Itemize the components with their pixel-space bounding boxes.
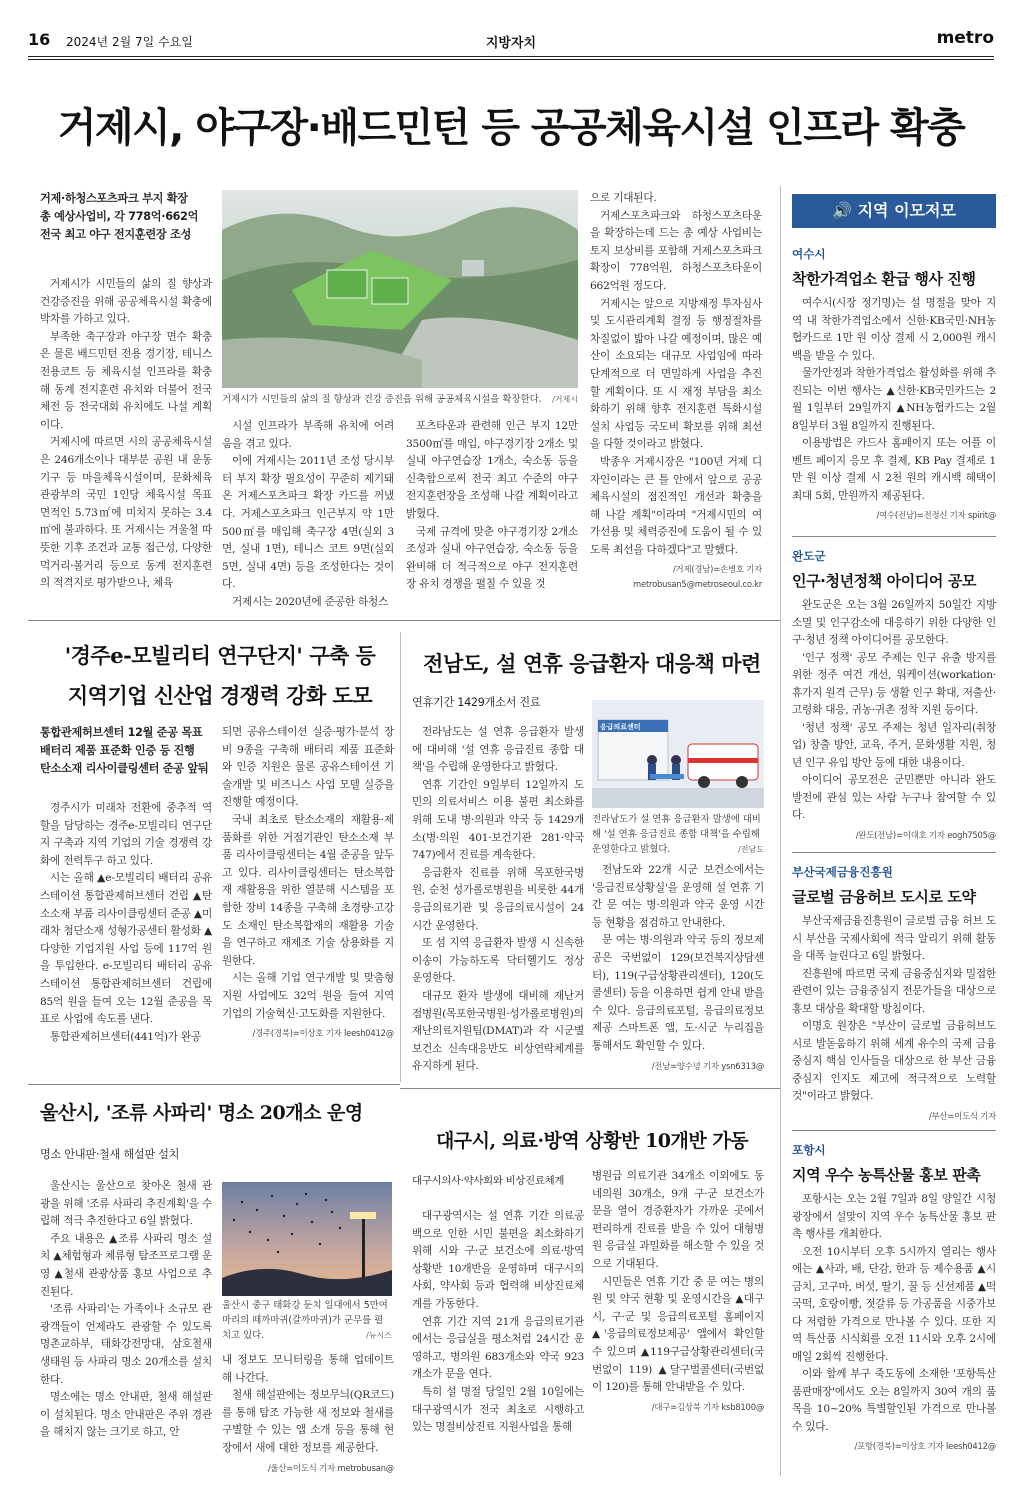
subhead-line: 배터리 제품 표준화 인증 등 진행	[40, 744, 195, 757]
crows-at-dusk-image	[222, 1182, 392, 1296]
paragraph: 시는 올해 기업 연구개발 및 맞춤형 지원 사업에도 32억 원을 들여 지역 기업의 기술혁신·고도화를 지원한다.	[222, 972, 394, 1020]
paragraph: 이명호 원장은 "부산이 글로벌 금융허브도시로 발돋움하기 위해 세계 유수의 국제 금융중심지 핵심 인사들을 대상으로 한 부산 금융중심지 인지도 제고에 적극적으로 노력할 것"이라고 밝혔다.	[792, 1020, 996, 1102]
paragraph: 되면 공유스테이션 실증·평가·분석 장비 9종을 구축해 배터리 제품 표준화와 인증 지원은 물론 공유스테이션 기술개발 및 비즈니스 사업 모델 실증을 진행할 예정이다.	[222, 726, 394, 809]
metro-logo	[937, 28, 994, 48]
paragraph: 응급환자 진료를 위해 목포한국병원, 순천 성가롤로병원을 비롯한 44개 응급의료기관 및 응급의료시설이 24시간 운영한다.	[412, 866, 584, 932]
lead-col-2	[222, 418, 394, 612]
sidebar-item-yeosu	[792, 246, 996, 521]
daegu-subhead: 대구시의사·약사회와 비상진료체계	[412, 1175, 565, 1187]
paragraph: 국제 규격에 맞춘 야구경기장 2개소 조성과 실내 야구연습장, 숙소동 등을 완비해 더 적극적으로 야구 전지훈련장 유치 경쟁을 펼칠 수 있을 것	[406, 525, 578, 591]
paragraph: 완도군은 오는 3월 26일까지 50일간 지방소멸 및 인구감소에 대응하기 위한 다양한 인구·청년 정책 아이디어를 공모한다.	[792, 599, 996, 646]
paragraph: 또 섬 지역 응급환자 발생 시 신속한 이송이 가능하도록 닥터헬기도 정상 운영한다.	[412, 937, 584, 985]
lead-subhead-line: 거제·하청스포츠파크 부지 확장	[40, 192, 188, 205]
paragraph: 거제시가 시민들의 삶의 질 향상과 건강증진을 위해 공공체육시설 확충에 박차를 가하고 있다.	[40, 278, 212, 326]
issue-date: 2024년 2월 7일 수요일	[66, 35, 193, 49]
ulsan-title: 울산시, '조류 사파리' 명소 20개소 운영	[40, 1102, 363, 1124]
header-rule	[28, 56, 994, 60]
lead-subhead-line: 전국 최고 야구 전지훈련장 조성	[40, 228, 191, 241]
paragraph: 오전 10시부터 오후 5시까지 열리는 행사에는 ▲사과, 배, 단감, 한과 등 제수용품 ▲시금치, 고구마, 버섯, 딸기, 꿀 등 신선제품 ▲떡국떡, 호랑이빵, 젓갈류 등 가공품을 시중가보다 저렴한 가격으로 만나볼 수 있다. 또한 지역 특산품 시식회를 오전 11시와 오후 2시에 매일 2회씩 진행한다.	[792, 1245, 996, 1363]
gyeongju-title	[40, 640, 400, 710]
paragraph: 진흥원에 따르면 국제 금융중심지와 밀접한 관련이 있는 금융중심지 전문가들을 대상으로 홍보 대상을 확대할 방침이다.	[792, 967, 996, 1015]
paragraph: 병원급 의료기관 34개소 이외에도 동네의원 30개소, 9개 구·군 보건소가 문을 열어 경증환자가 가까운 곳에서 편리하게 진료를 받을 수 있어 대형병원 응급실 과밀화를 해소할 수 있을 것으로 기대된다.	[592, 1170, 764, 1270]
sidebar-item-body	[792, 913, 996, 1122]
daegu-col-1	[412, 1208, 584, 1437]
paragraph: 포츠타운과 관련해 인근 부지 12만 3500㎡를 매입, 야구경기장 2개소 및 실내 야구연습장 1개소, 숙소동 등을 신축함으로써 전국 최고 수준의 야구 전지훈련장을 조성해 나갈 계획이라고 밝혔다.	[406, 420, 578, 520]
sidebar-divider	[780, 186, 781, 1476]
paragraph: 박종우 거제시장은 "100년 거제 디자인이라는 큰 틀 안에서 앞으로 공공체육시설의 점진적인 개선과 확충을 해 나갈 계획"이라며 "거제시민의 여가선용 및 체력증진에 도움이 될 수 있도록 최선을 다하겠다"고 말했다.	[590, 455, 762, 556]
paragraph: 거제시는 앞으로 지방재정 투자심사 및 도시관리계획 결정 등 행정절차를 차질없이 밟아 나갈 예정이며, 많은 예산이 소요되는 대규모 사업임에 따라 단계적으로 더 면밀하게 사업을 추진할 계획이다. 또 시 재정 부담을 최소화하기 위해 향후 전지훈련 특화시설 설치 사업등 국도비 확보를 위해 최선을 다할 것이라고 밝혔다.	[590, 297, 762, 451]
page-header	[28, 18, 994, 62]
paragraph: 거제시에 따르면 시의 공공체육시설은 246개소이나 대부분 공원 내 운동기구 등 마을체육시설이며, 문화체육관광부의 국민 1인당 체육시설 목표 면적인 5.73㎡에 미치지 못하는 3.4㎡에 불과하다. 또 거제시는 겨울철 따뜻한 기후 조건과 교통 접근성, 다양한 먹거리·볼거리 등으로 동계 전지훈련의 적격지로 평가받으나, 체육	[40, 436, 212, 590]
photo-credit: /뉴시스	[366, 1331, 392, 1340]
divider	[28, 620, 780, 621]
jeonnam-subhead: 연휴기간 1429개소서 진료	[412, 696, 541, 709]
paragraph: 명소에는 명소 안내판, 철새 해설판이 설치된다. 명소 안내판은 주위 경관을 해치지 않는 크기로 하고, 안	[40, 1391, 212, 1439]
ambulance-illustration	[592, 700, 764, 808]
paragraph: 전라남도는 설 연휴 응급환자 발생에 대비해 '설 연휴 응급진료 종합 대책'을 수립해 운영한다고 밝혔다.	[412, 726, 584, 774]
paragraph: 시설 인프라가 부족해 유치에 어려움을 겪고 있다.	[222, 420, 394, 450]
lead-byline: /거제(경남)=손병호 기자	[672, 564, 762, 575]
sidebar-item-title: 착한가격업소 환급 행사 진행	[792, 270, 976, 288]
sidebar-item-body	[792, 295, 996, 521]
paragraph: 이와 함께 부구 죽도동에 소재한 '포항특산품판매장'에서도 오는 8일까지 30여 개의 품목을 10~20% 특별할인된 가격으로 만나볼 수 있다.	[792, 1368, 996, 1433]
daegu-title: 대구시, 의료·방역 상황반 10개반 가동	[435, 1130, 749, 1152]
er-sign: 응급의료센터	[600, 723, 641, 731]
lead-col-4	[590, 190, 762, 589]
jeonnam-col-2	[592, 862, 764, 1072]
sidebar-item-location: 부산국제금융진흥원	[792, 865, 893, 879]
caption-text: 전라남도가 설 연휴 응급환자 발생에 대비해 '설 연휴 응급진료 종합 대책'을 수립해 운영한다고 밝혔다.	[592, 814, 761, 855]
jeonnam-photo-caption	[592, 812, 764, 857]
speaker-icon: 🔊	[832, 201, 858, 220]
paragraph: '청년 정책' 공모 주제는 청년 일자리(취창업) 창출 방안, 교육, 주거, 문화생활 지원, 청년 인구 유입 방안 등에 대한 내용이다.	[792, 721, 996, 769]
sidebar-item-byline: /포항(경북)=이상호 기자 leesh0412@	[854, 1441, 996, 1451]
subhead-line: 통합관제허브센터 12월 준공 목표	[40, 726, 203, 739]
sidebar-item-busan	[792, 864, 996, 1122]
logo-text: metro	[936, 28, 994, 48]
sidebar-item-title: 인구·청년정책 아이디어 공모	[792, 572, 977, 590]
paragraph: 경주시가 미래차 전환에 중추적 역할을 담당하는 경주e-모빌리티 연구단지 구축과 지역 기업의 기술 경쟁력 강화에 전력투구 하고 있다.	[40, 802, 212, 867]
sidebar-item-title: 지역 우수 농특산물 홍보 판촉	[792, 1166, 981, 1184]
sidebar-heading-text: 지역 이모저모	[857, 201, 956, 220]
lead-subhead	[40, 190, 212, 244]
paragraph: 전남도와 22개 시군 보건소에서는 '응급진료상황실'을 운영해 설 연휴 기간 문 여는 병·의원과 약국 운영 시간 등 현황을 점검하고 안내한다.	[592, 864, 764, 929]
section-name: 지방자치	[485, 36, 537, 51]
paragraph: 대구광역시는 설 연휴 기간 의료공백으로 인한 시민 불편을 최소화하기 위해 시와 구·군 보건소에 의료·방역 상황반 10개반을 운영하며 대구시의사회, 약사회 등과 협력해 비상진료체계를 가동한다.	[412, 1210, 584, 1310]
ulsan-subhead: 명소 안내판·철새 해설판 설치	[40, 1148, 180, 1161]
sidebar-item-location: 포항시	[792, 1143, 826, 1157]
sidebar-item-body	[792, 1191, 996, 1452]
divider	[792, 852, 996, 853]
paragraph: 물가안정과 착한가격업소 활성화를 위해 추진되는 이번 행사는 ▲신한·KB국민카드는 2월 1일부터 29일까지 ▲NH농협카드는 2월 8일부터 3월 8일까지 진행된다.	[792, 367, 996, 432]
paragraph: 연휴 기간 지역 21개 응급의료기관에서는 응급실을 평소처럼 24시간 운영하고, 병의원 683개소와 약국 923개소가 문을 연다.	[412, 1315, 584, 1381]
jeonnam-byline: /전남=양수녕 기자 ysn6313@	[651, 1060, 764, 1071]
ulsan-photo-caption	[222, 1298, 392, 1343]
paragraph: 시민들은 연휴 기간 중 문 여는 병의원 및 약국 현황 및 운영시간을 ▲대구시, 구·군 및 응급의료포털 홈페이지 ▲'응급의료정보제공' 앱에서 확인할 수 있으며 ▲119구급상황관리센터(국번없이 119) ▲달구벌콜센터(국번없이 120)를 통해 안내받을 수 있다.	[592, 1275, 764, 1394]
divider	[28, 1084, 400, 1085]
divider	[792, 1130, 996, 1131]
column-divider	[400, 632, 401, 1082]
sidebar-heading	[792, 194, 996, 228]
paragraph: 국내 최초로 탄소소재의 재활용·제품화를 위한 거점기관인 탄소소재 부품 리사이클링센터는 4월 준공을 앞두고 있다. 리사이클링센터는 탄소복합재 재활용을 위한 열분해 시스템을 포함한 장비 14종을 구축해 초경량·고강도 소재인 탄소복합재의 재활용 기술을 연구하고 재제조 기술 상용화를 지원한다.	[222, 813, 394, 967]
paragraph: 연휴 기간인 9일부터 12일까지 도민의 의료서비스 이용 불편 최소화를 위해 도내 병·의원과 약국 등 1429개소(병·의원 401·보건기관 281·약국 747)에서 진료를 계속한다.	[412, 778, 584, 862]
subhead-line: 탄소소재 리사이클링센터 준공 앞둬	[40, 762, 209, 775]
paragraph: '인구 정책' 공모 주제는 인구 유출 방지를 위한 정주 여건 개선, 워케이션(workation·휴가지 원격 근무) 등 생활 인구 확대, 저출산·고령화 대응, 귀농·귀촌 정착 지원 등이다.	[792, 651, 996, 716]
main-headline: 거제시, 야구장·배드민턴 등 공공체육시설 인프라 확충	[57, 105, 965, 151]
ulsan-col-1	[40, 1178, 212, 1442]
lead-email: metrobusan5@metroseoul.co.kr	[633, 579, 762, 590]
aerial-sports-park-image	[222, 190, 578, 388]
ulsan-byline: /울산=이도식 기자 metrobusan@	[267, 1462, 394, 1473]
sidebar-item-body	[792, 597, 996, 841]
paragraph: 부산국제금융진흥원이 글로벌 금융 허브 도시 부산을 국제사회에 적극 알리기 위해 활동을 대폭 늘린다고 6일 밝혔다.	[792, 915, 996, 962]
paragraph: 거제시는 2020년에 준공한 하청스	[232, 595, 389, 608]
title-line: '경주e-모빌리티 연구단지' 구축 등	[64, 643, 376, 668]
jeonnam-col-1	[412, 724, 584, 1076]
sidebar-item-byline: /여수(전남)=전정신 기자 spirit@	[876, 510, 996, 520]
paragraph: 특히 설 명절 당일인 2월 10일에는 대구광역시가 전국 최초로 시행하고 있는 명절비상진료 지원사업을 통해	[412, 1385, 584, 1434]
lead-col-3	[406, 418, 578, 594]
photo-credit: /거제시	[552, 395, 578, 404]
divider	[792, 536, 996, 537]
title-line: 지역기업 신산업 경쟁력 강화 도모	[67, 683, 373, 708]
paragraph: 내 정보도 모니터링을 통해 업데이트 해 나간다.	[222, 1354, 394, 1384]
page-number: 16	[28, 30, 51, 49]
gyeongju-col-1	[40, 800, 212, 1046]
caption-text: 거제시가 시민들의 삶의 질 향상과 건강 증진을 위해 공공체육시설을 확장한다.	[222, 394, 542, 405]
sidebar-item-location: 완도군	[792, 549, 826, 563]
regional-news-sidebar	[792, 194, 996, 1451]
paragraph: 주요 내용은 ▲조류 사파리 명소 설치 ▲체험형과 체류형 탐조프로그램 운영 ▲철새 관광상품 홍보 사업으로 추진된다.	[40, 1232, 212, 1298]
divider	[400, 1088, 780, 1089]
paragraph: 포항시는 오는 2월 7일과 8일 양일간 시청 광장에서 설맞이 지역 우수 농특산물 홍보 판촉 행사를 개최한다.	[792, 1193, 996, 1240]
sidebar-item-byline: /완도(전남)=이대호 기자 eogh7505@	[855, 829, 996, 840]
jeonnam-title: 전남도, 설 연휴 응급환자 대응책 마련	[423, 651, 761, 676]
sidebar-item-byline: /부산=이도식 기자	[928, 1110, 996, 1121]
ulsan-photo	[222, 1182, 392, 1296]
paragraph: 아이디어 공모전은 군민뿐만 아니라 완도 발전에 관심 있는 사람 누구나 참여할 수 있다.	[792, 774, 996, 821]
paragraph: 통합관제허브센터(441억)가 완공	[50, 1030, 202, 1043]
photo-credit: /전남도	[738, 845, 764, 854]
gyeongju-col-2	[222, 724, 394, 1039]
lead-photo-caption	[222, 392, 578, 407]
daegu-col-2	[592, 1168, 764, 1413]
sidebar-item-wando	[792, 548, 996, 841]
gyeongju-subhead	[40, 724, 212, 778]
ulsan-col-2	[222, 1352, 394, 1474]
paragraph: 거제스포츠파크와 하청스포츠타운을 확장하는데 드는 총 예상 사업비는 토지 보상비를 포함해 거제스포츠파크 확장이 778억원, 하청스포츠타운이 662억원 정도다.	[590, 209, 762, 292]
lead-col-1	[40, 276, 212, 593]
paragraph: 철새 해설판에는 정보무늬(QR코드)를 통해 탐조 가능한 새 정보와 철새를 구별할 수 있는 앱 소개 등을 통해 현장에서 새에 대한 정보를 제공한다.	[222, 1389, 394, 1454]
gyeongju-byline: /경주(경북)=이상호 기자 leesh0412@	[252, 1028, 394, 1039]
paragraph: 이용방법은 카드사 홈페이지 또는 어플 이벤트 페이지 응모 후 결제, KB Pay 결제로 1만 원 이상 결제 시 2천 원의 캐시백 혜택이 최대 5회, 만원까지 제공된다.	[792, 437, 996, 502]
lead-photo	[222, 190, 578, 388]
sidebar-item-pohang	[792, 1142, 996, 1452]
paragraph: 으로 기대된다.	[590, 192, 657, 204]
sidebar-item-location: 여수시	[792, 247, 826, 261]
paragraph: 여수시(시장 정기명)는 설 명절을 맞아 지역 내 착한가격업소에서 신한·KB국민·NH농협카드로 1만 원 이상 결제 시 2,000원 캐시백을 받을 수 있다.	[792, 297, 996, 362]
jeonnam-photo	[592, 700, 764, 808]
paragraph: 울산시는 울산으로 찾아온 철새 관광을 위해 '조류 사파리 추진계획'을 수립해 적극 추진한다고 6일 밝혔다.	[40, 1180, 212, 1228]
paragraph: 대규모 환자 발생에 대비해 재난거점병원(목포한국병원·성가롤로병원)의 재난의료지원팀(DMAT)과 각 시군별 보건소 신속대응반도 비상연락체계를 유지하게 된다.	[412, 989, 584, 1073]
paragraph: 시는 올해 ▲e-모빌리티 배터리 공유스테이션 통합관제허브센터 건립 ▲탄소소재 부품 리사이클링센터 준공 ▲미래차 첨단소재 성형가공센터 활성화 ▲다양한 기업지원 사업 등에 117억 원을 투입한다. e-모빌리티 배터리 공유스테이션 통합관제허브센터 건립에 85억 원을 들여 오는 12월 준공을 목표로 사업에 속도를 낸다.	[40, 872, 212, 1026]
daegu-byline: /대구=김상북 기자 ksb8100@	[651, 1401, 764, 1412]
caption-text: 울산시 중구 태화강 둔치 일대에서 5만여마리의 떼까마귀(갈까마귀)가 군무를 펼치고 있다.	[222, 1300, 388, 1341]
paragraph: 문 여는 병·의원과 약국 등의 정보제공은 국번없이 129(보건복지상담센터), 119(구급상황관리센터), 120(도 콜센터) 등을 이용하면 쉽게 안내 받을 수 있다. 응급의료포털, 응급의료정보제공 스마트폰 앱, 도·시군 누리집을 통해서도 확인할 수 있다.	[592, 934, 764, 1052]
sidebar-item-title: 글로벌 금융허브 도시로 도약	[792, 888, 976, 906]
paragraph: 부족한 축구장과 야구장 면수 확충은 물론 배드민턴 전용 경기장, 테니스 전용코트 등 체육시설 인프라를 확충해 동계 전지훈련 유치와 더불어 전국체전 등 전국대회 유치에도 나설 계획이다.	[40, 330, 212, 431]
lead-subhead-line: 총 예상사업비, 각 778억·662억	[40, 210, 199, 223]
paragraph: '조류 사파리'는 가족이나 소규모 관광객들이 언제라도 관광할 수 있도록 명촌교하부, 태화강전망대, 삼호철새생태원 등 사파리 명소 20개소를 설치한다.	[40, 1303, 212, 1386]
paragraph: 이에 거제시는 2011년 조성 당시부터 부지 확장 필요성이 꾸준히 제기돼 온 거제스포츠파크 확장 카드를 꺼냈다. 거제스포츠파크 인근부지 약 1만 500㎡를 매입해 축구장 4면(실외 3면, 실내 1면), 테니스 코트 9면(실외 5면, 실내 4면) 등을 조성한다는 것이다.	[222, 455, 394, 591]
